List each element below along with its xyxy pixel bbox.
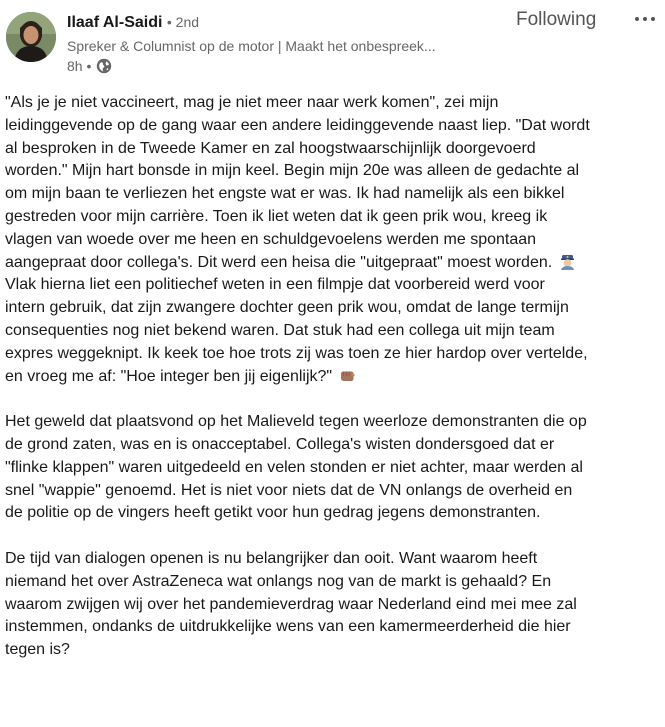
post-text bbox=[5, 92, 655, 685]
text-line: waarom zwijgen wij over het pandemieverdrag waar Nederland eind mei mee zal bbox=[5, 595, 577, 613]
text-line: De tijd van dialogen openen is nu belangrijker dan ooit. Want waarom heeft bbox=[5, 549, 538, 567]
text-line: de grond zaten, was en is onacceptabel. Collega's wisten dondersgoed dat er bbox=[5, 435, 555, 453]
author-name[interactable]: Ilaaf Al-Saidi bbox=[67, 14, 163, 31]
author-line bbox=[67, 14, 199, 32]
text-line: tegen is? bbox=[5, 641, 70, 659]
text-line: gestreden voor mijn carrière. Toen ik liet weten dat ik geen prik wou, kreeg ik bbox=[5, 207, 548, 225]
text-line: de politie op de vingers heeft getikt voor hun gedrag jegens demonstranten. bbox=[5, 504, 541, 522]
more-dots-icon[interactable] bbox=[628, 4, 662, 34]
text-line: niemand het over AstraZeneca wat onlangs nog van de markt is gehaald? En bbox=[5, 572, 552, 590]
text-segment: aangepraat door collega's. Dit werd een heisa die "uitgepraat" moest worden. bbox=[5, 253, 553, 271]
text-line: Het geweld dat plaatsvond op het Malieveld tegen weerloze demonstranten die op bbox=[5, 413, 587, 431]
text-line: al besproken in de Tweede Kamer en zal hoogstwaarschijnlijk doorgevoerd bbox=[5, 139, 536, 157]
text-line: "flinke klappen" waren uitgedeeld en velen stonden er niet achter, maar werden al bbox=[5, 458, 583, 476]
paragraph-3 bbox=[5, 548, 655, 662]
police-officer-emoji-icon bbox=[559, 253, 576, 270]
connection-degree: • 2nd bbox=[166, 14, 200, 30]
text-segment: en vroeg me af: "Hoe integer ben jij eigenlijk?" bbox=[5, 367, 333, 385]
text-line: snel "wappie" genoemd. Het is niet voor niets dat de VN onlangs de overheid en bbox=[5, 481, 573, 499]
text-line: Vlak hierna liet een politiechef weten in een filmpje dat voorbereid werd voor bbox=[5, 276, 545, 294]
avatar[interactable] bbox=[6, 12, 56, 62]
text-line-with-emoji bbox=[5, 366, 655, 389]
following-button[interactable]: Following bbox=[516, 9, 597, 30]
text-line: worden." Mijn hart bonsde in mijn keel. Begin mijn 20e was alleen de gedachte al bbox=[5, 162, 580, 180]
post-header bbox=[0, 0, 665, 80]
text-line: leidinggevende op de gang waar een andere leidinggevende naast liep. "Dat wordt bbox=[5, 116, 590, 134]
paragraph-2 bbox=[5, 411, 655, 525]
post-meta bbox=[67, 58, 112, 74]
globe-icon bbox=[96, 58, 112, 74]
text-line: intern gebruik, dat zijn zwangere dochter geen prik wou, omdat de lange termijn bbox=[5, 299, 569, 317]
text-line: instemmen, ondanks de uitdrukkelijke wens van een kamermeerderheid die hier bbox=[5, 618, 571, 636]
text-line: vlagen van woede over me heen en schuldgevoelens werden me spontaan bbox=[5, 230, 537, 248]
pointing-fist-emoji-icon bbox=[339, 367, 356, 384]
text-line: "Als je je niet vaccineert, mag je niet meer naar werk komen", zei mijn bbox=[5, 94, 499, 111]
text-line: om mijn baan te verliezen het engste wat er was. Ik had namelijk als een bikkel bbox=[5, 185, 565, 203]
text-line: consequenties nog niet bekend waren. Dat stuk had een collega uit mijn team bbox=[5, 321, 555, 339]
post-time: 8h • bbox=[67, 58, 92, 74]
author-headline: Spreker & Columnist op de motor | Maakt het onbespreek... bbox=[67, 38, 436, 54]
text-line: expres weggeknipt. Ik keek toe hoe trots zij was toen ze hier hardop over vertelde, bbox=[5, 344, 588, 362]
paragraph-1 bbox=[5, 92, 655, 388]
text-line-with-emoji bbox=[5, 252, 655, 275]
